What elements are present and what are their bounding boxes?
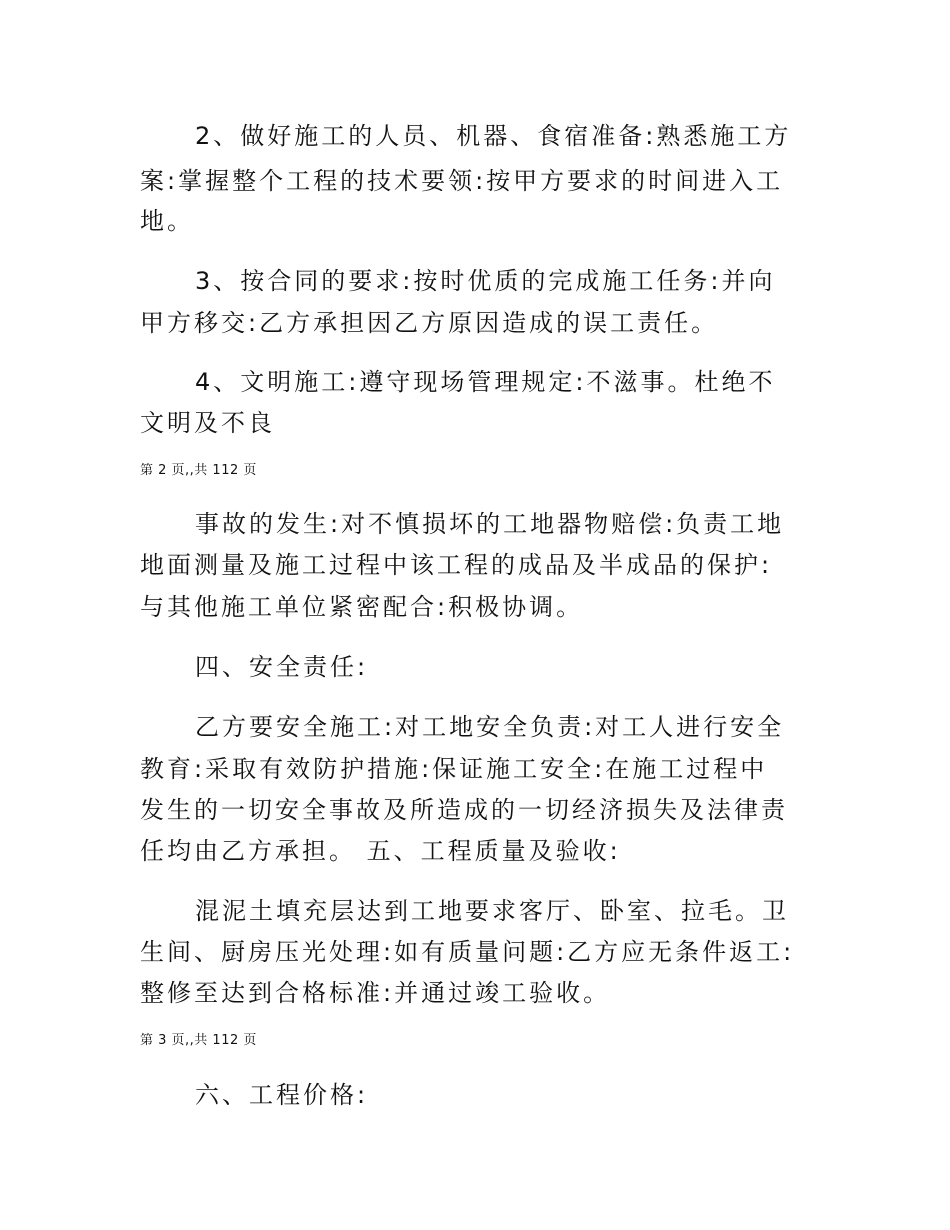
section-heading: 四、安全责任: [195, 653, 369, 681]
text-line: 案:掌握整个工程的技术要领:按甲方要求的时间进入工 [140, 167, 784, 195]
page-footer: 第 2 页,,共 112 页 [140, 463, 257, 478]
text-line: 甲方移交:乙方承担因乙方原因造成的误工责任。 [140, 309, 719, 337]
text-line: 与其他施工单位紧密配合:积极协调。 [140, 593, 584, 621]
text-line: 发生的一切安全事故及所造成的一切经济损失及法律责 [140, 796, 788, 824]
text-line: 任均由乙方承担。 五、工程质量及验收: [140, 837, 621, 865]
text-line: 教育:采取有效防护措施:保证施工安全:在施工过程中 [140, 755, 768, 783]
page-footer: 第 3 页,,共 112 页 [140, 1033, 257, 1048]
text-line: 生间、厨房压光处理:如有质量问题:乙方应无条件返工: [140, 938, 795, 966]
section-heading: 六、工程价格: [195, 1081, 369, 1109]
text-line: 整修至达到合格标准:并通过竣工验收。 [140, 979, 611, 1007]
text-line: 乙方要安全施工:对工地安全负责:对工人进行安全 [195, 713, 785, 741]
text-line: 2、做好施工的人员、机器、食宿准备:熟悉施工方 [195, 122, 792, 150]
text-line: 文明及不良 [140, 409, 275, 437]
text-line: 事故的发生:对不慎损坏的工地器物赔偿:负责工地 [195, 510, 785, 538]
text-line: 混泥土填充层达到工地要求客厅、卧室、拉毛。卫 [195, 897, 789, 925]
text-line: 地。 [140, 207, 194, 235]
text-line: 地面测量及施工过程中该工程的成品及半成品的保护: [140, 551, 773, 579]
text-line: 3、按合同的要求:按时优质的完成施工任务:并向 [195, 267, 776, 295]
text-line: 4、文明施工:遵守现场管理规定:不滋事。杜绝不 [195, 368, 776, 396]
